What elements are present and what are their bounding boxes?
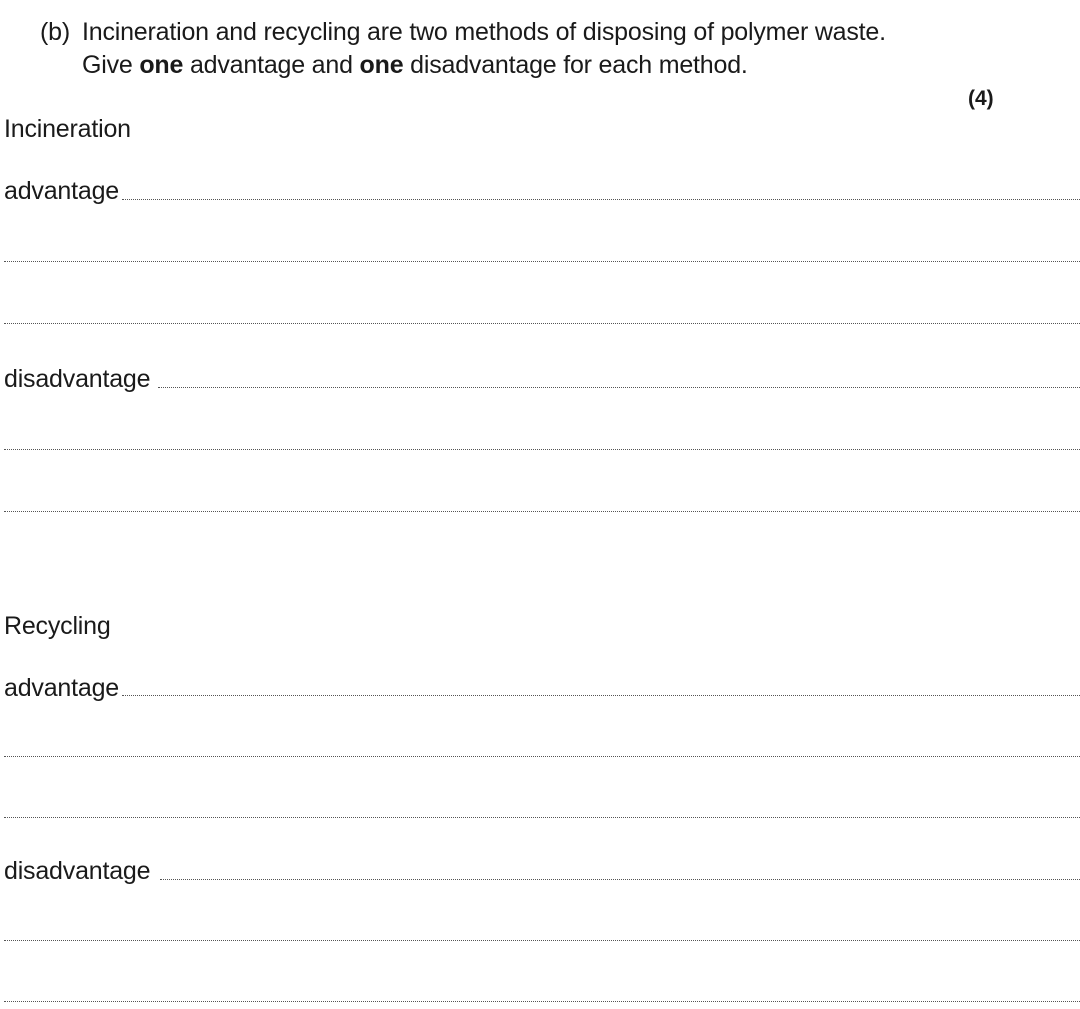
incineration-advantage-answer-line-3[interactable]: [4, 323, 1080, 324]
section-heading-recycling: Recycling: [4, 612, 111, 640]
incineration-disadvantage-answer-line-3[interactable]: [4, 511, 1080, 512]
section-heading-incineration: Incineration: [4, 115, 131, 143]
incineration-disadvantage-answer-line-2[interactable]: [4, 449, 1080, 450]
incineration-disadvantage-label: disadvantage: [4, 365, 151, 393]
recycling-advantage-answer-line-2[interactable]: [4, 756, 1080, 757]
recycling-advantage-answer-line-1[interactable]: [122, 695, 1080, 696]
incineration-advantage-answer-line-2[interactable]: [4, 261, 1080, 262]
question-text-line1: Incineration and recycling are two methods of disposing of polymer waste.: [82, 18, 886, 46]
question-text-segment: Give: [82, 51, 140, 79]
question-text-segment: advantage and: [183, 51, 360, 79]
incineration-advantage-answer-line-1[interactable]: [122, 199, 1080, 200]
question-text-segment: disadvantage for each method.: [403, 51, 748, 79]
recycling-disadvantage-answer-line-2[interactable]: [4, 940, 1080, 941]
recycling-disadvantage-answer-line-1[interactable]: [160, 879, 1080, 880]
marks-allocation: (4): [968, 87, 994, 110]
recycling-disadvantage-label: disadvantage: [4, 857, 151, 885]
question-part-label: (b): [40, 18, 70, 46]
recycling-advantage-label: advantage: [4, 674, 119, 702]
recycling-disadvantage-answer-line-3[interactable]: [4, 1001, 1080, 1002]
question-text-line2: [82, 51, 748, 80]
emphasis-one: one: [359, 51, 404, 79]
incineration-advantage-label: advantage: [4, 177, 119, 205]
recycling-advantage-answer-line-3[interactable]: [4, 817, 1080, 818]
emphasis-one: one: [139, 51, 184, 79]
incineration-disadvantage-answer-line-1[interactable]: [158, 387, 1080, 388]
